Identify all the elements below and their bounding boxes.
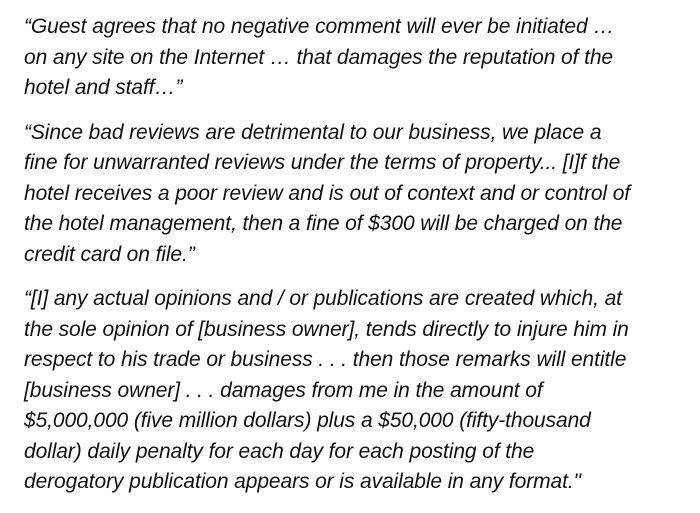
- quote-guest-agreement: [24, 12, 686, 104]
- quote-line: $5,000,000 (five million dollars) plus a $50,000 (fifty-thousand: [24, 409, 591, 432]
- quote-line: hotel receives a poor review and is out of context and or control of: [24, 181, 631, 205]
- quote-line: the hotel management, then a fine of $300 will be charged on the: [24, 212, 623, 235]
- quote-line: “Since bad reviews are detrimental to our business, we place a: [24, 120, 602, 144]
- quote-line: respect to his trade or business . . . then those remarks will entitle: [24, 348, 627, 371]
- quote-line: “[I] any actual opinions and / or publications are created which, at: [24, 287, 622, 310]
- quote-line: fine for unwarranted reviews under the terms of property... [I]f the: [24, 151, 621, 174]
- quote-line: on any site on the Internet … that damages the reputation of the: [24, 45, 613, 69]
- quote-line: “Guest agrees that no negative comment will ever be initiated …: [24, 15, 615, 38]
- quote-line: credit card on file.”: [24, 242, 195, 266]
- quote-damages-clause: [24, 284, 686, 498]
- quote-bad-review-fine: [24, 118, 686, 271]
- quote-line: dollar) daily penalty for each day for each posting of the: [24, 439, 535, 463]
- quote-line: [business owner] . . . damages from me in the amount of: [24, 378, 543, 402]
- quote-line: derogatory publication appears or is available in any format.": [24, 470, 581, 493]
- quote-line: hotel and staff…”: [24, 76, 183, 99]
- quote-line: the sole opinion of [business owner], tends directly to injure him in: [24, 317, 629, 341]
